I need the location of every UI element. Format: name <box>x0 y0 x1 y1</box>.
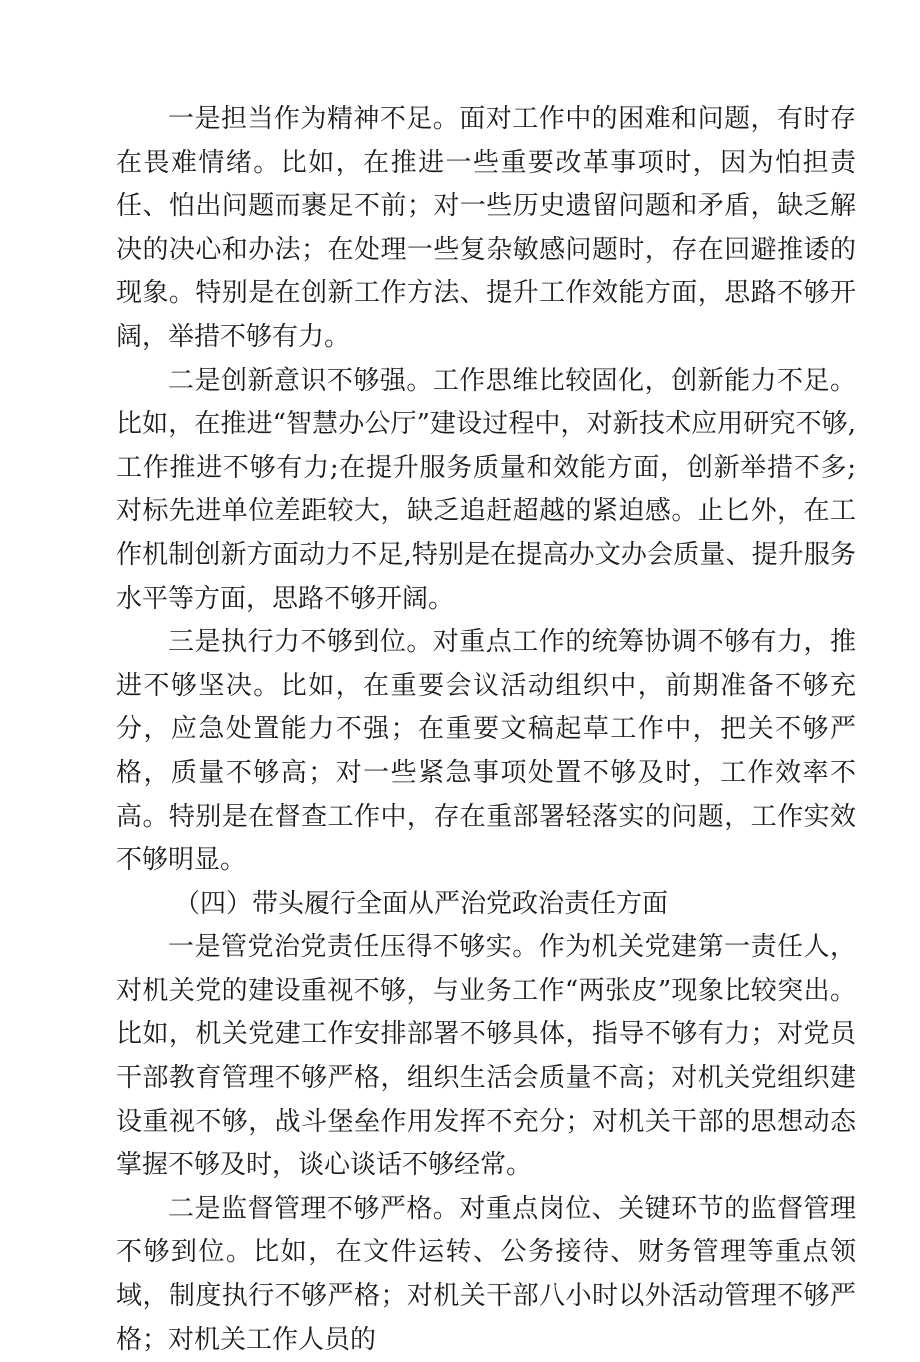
paragraph-innovation: 二是创新意识不够强。工作思维比较固化，创新能力不足。比如，在推进“智慧办公厅”建设过程中，对新技术应用研究不够,工作推进不够有力;在提升服务质量和效能方面，创新举措不多;对标先进单位差距较大，缺乏追赶超越的紧迫感。止匕外，在工作机制创新方面动力不足,特别是在提高办文办会质量、提升服务水平等方面，思路不够开阔。 <box>116 365 856 614</box>
paragraph-execution: 三是执行力不够到位。对重点工作的统筹协调不够有力，推进不够坚决。比如，在重要会议活动组织中，前期准备不够充分，应急处置能力不强；在重要文稿起草工作中，把关不够严格，质量不够高；对一些紧急事项处置不够及时，工作效率不高。特别是在督查工作中，存在重部署轻落实的问题，工作实效不够明显。 <box>116 627 856 876</box>
paragraph-party-governance: 一是管党治党责任压得不够实。作为机关党建第一责任人，对机关党的建设重视不够，与业务工作“两张皮”现象比较突出。比如，机关党建工作安排部署不够具体，指导不够有力；对党员干部教育管理不够严格，组织生活会质量不高；对机关党组织建设重视不够，战斗堡垒作用发挥不充分；对机关干部的思想动态掌握不够及时，谈心谈话不够经常。 <box>116 932 856 1181</box>
document-body <box>116 98 856 1362</box>
paragraph-supervision: 二是监督管理不够严格。对重点岗位、关键环节的监督管理不够到位。比如，在文件运转、公务接待、财务管理等重点领域，制度执行不够严格；对机关干部八小时以外活动管理不够严格；对机关工作人员的 <box>116 1193 856 1355</box>
section-heading-text: （四）带头履行全面从严治党政治责任方面 <box>174 888 669 919</box>
section-heading <box>116 883 856 927</box>
paragraph-responsibility: 一是担当作为精神不足。面对工作中的困难和问题，有时存在畏难情绪。比如，在推进一些重要改革事项时，因为怕担责任、怕出问题而裹足不前；对一些历史遗留问题和矛盾，缺乏解决的决心和办法；在处理一些复杂敏感问题时，存在回避推诿的现象。特别是在创新工作方法、提升工作效能方面，思路不够开阔，举措不够有力。 <box>116 104 856 352</box>
